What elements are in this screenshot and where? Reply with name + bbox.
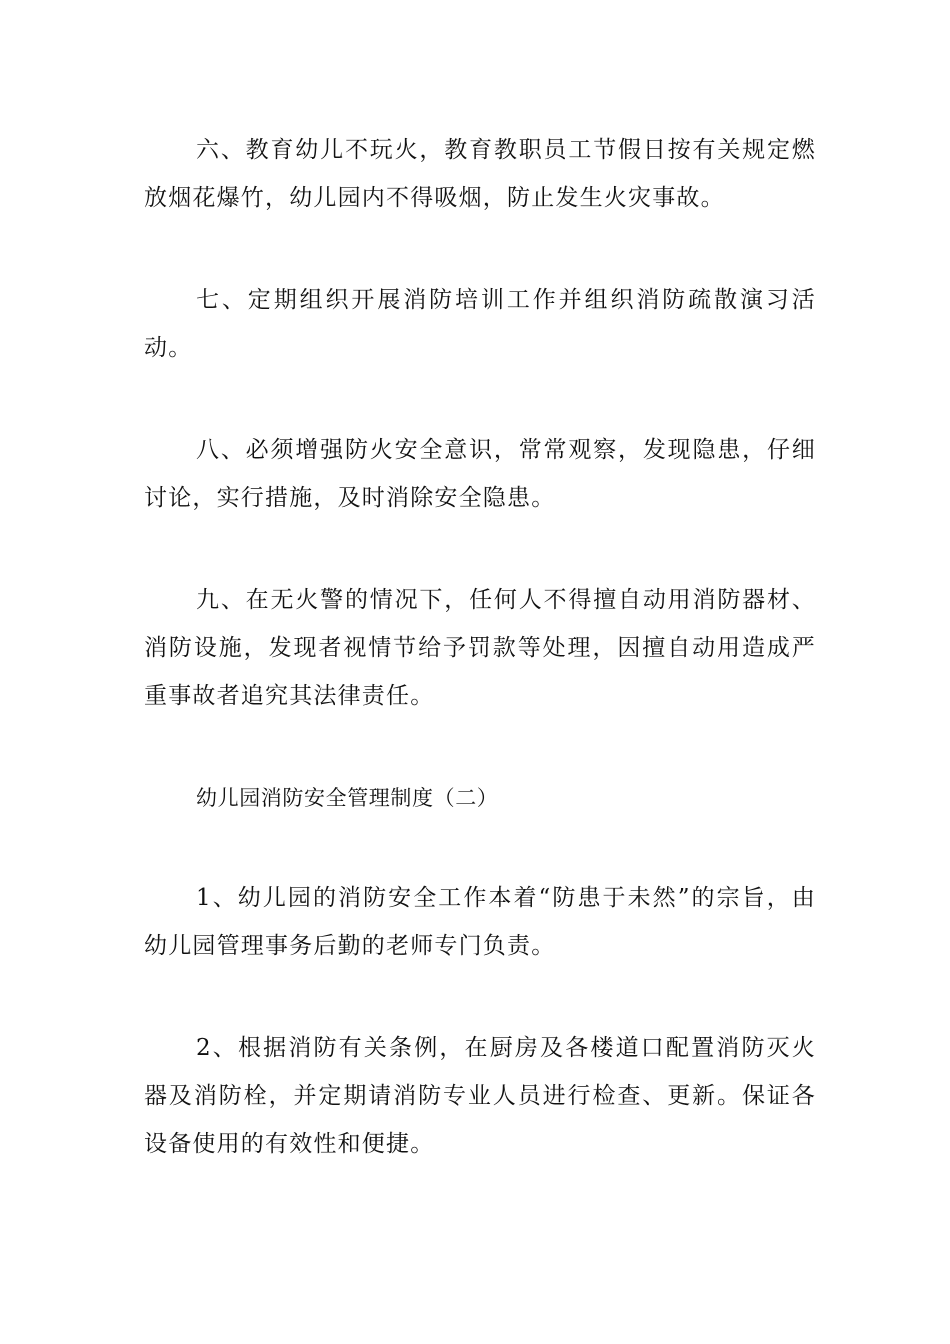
paragraph-2: 2、根据消防有关条例，在厨房及各楼道口配置消防灭火器及消防栓，并定期请消防专业人员进行检查、更新。保证各设备使用的有效性和便捷。	[144, 1035, 816, 1157]
section-heading: 幼儿园消防安全管理制度（二）	[196, 786, 499, 810]
paragraph-6: 六、教育幼儿不玩火，教育教职员工节假日按有关规定燃放烟花爆竹，幼儿园内不得吸烟，防止发生火灾事故。	[144, 137, 816, 211]
paragraph-7: 七、定期组织开展消防培训工作并组织消防疏散演习活动。	[144, 287, 816, 361]
paragraph-9: 九、在无火警的情况下，任何人不得擅自动用消防器材、消防设施，发现者视情节给予罚款等处理，因擅自动用造成严重事故者追究其法律责任。	[144, 587, 816, 709]
paragraph-8: 八、必须增强防火安全意识，常常观察，发现隐患，仔细讨论，实行措施，及时消除安全隐患。	[144, 437, 816, 511]
paragraph-1: 1、幼儿园的消防安全工作本着“防患于未然”的宗旨，由幼儿园管理事务后勤的老师专门负责。	[144, 885, 816, 959]
